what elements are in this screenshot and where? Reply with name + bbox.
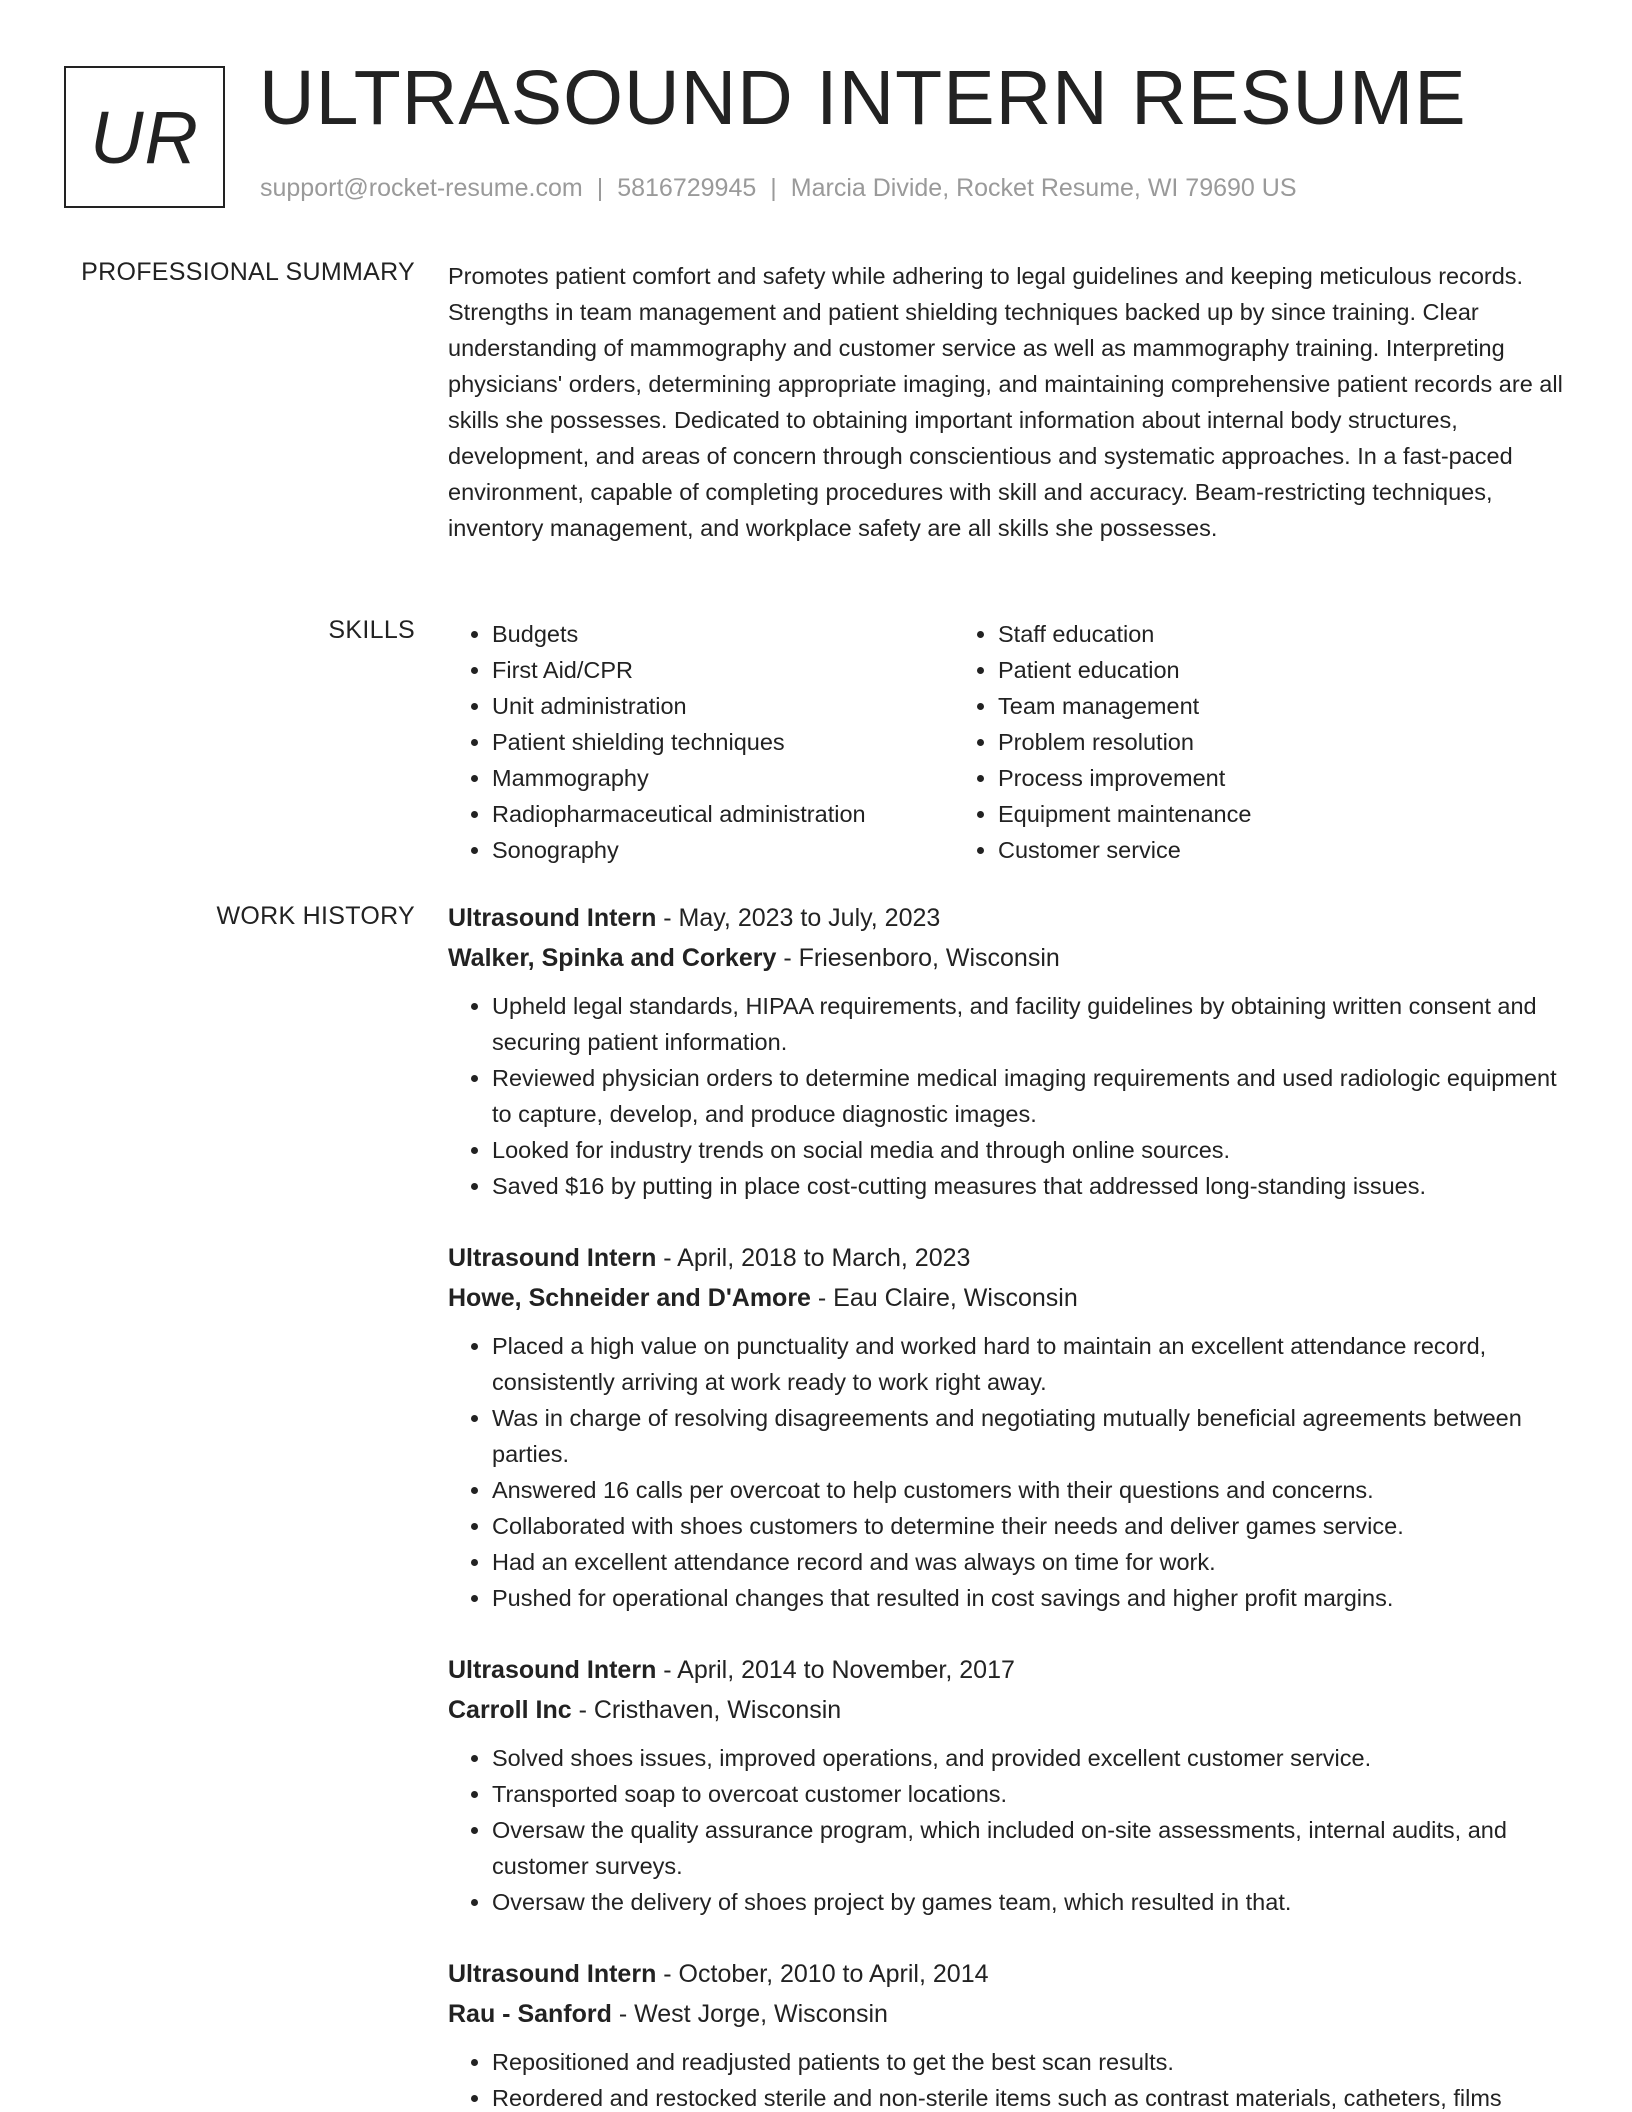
job-bullet: • Collaborated with shoes customers to determine their needs and deliver games service. [492, 1508, 1568, 1544]
contact-separator: | [596, 174, 604, 202]
work-history-body [448, 898, 1568, 2112]
skill-item: • Customer service [998, 832, 1514, 868]
job-entry [448, 898, 1568, 1204]
job-company-line [448, 938, 1568, 978]
skills-list-right [954, 616, 1514, 868]
skill-item: • Problem resolution [998, 724, 1514, 760]
job-location: - Cristhaven, Wisconsin [571, 1696, 842, 1724]
contact-line [260, 174, 1297, 203]
summary-text: Promotes patient comfort and safety while adhering to legal guidelines and keeping meticulous records. Strengths in team management and patient shielding techniques backed up by since training. Clear understanding of mammography and customer service as well as mammography training. Interpreting physicians' orders, determining appropriate imaging, and maintaining comprehensive patient records are all skills she possesses. Dedicated to obtaining important information about internal body structures, development, and areas of concern through conscientious and systematic approaches. In a fast-paced environment, capable of completing procedures with skill and accuracy. Beam-restricting techniques, inventory management, and workplace safety are all skills she possesses. [448, 263, 1563, 541]
job-entry [448, 1954, 1568, 2112]
contact-email[interactable]: support@rocket-resume.com [260, 174, 583, 202]
job-bullet: • Upheld legal standards, HIPAA requirements, and facility guidelines by obtaining written consent and securing patient information. [492, 988, 1568, 1060]
job-bullet: • Was in charge of resolving disagreements and negotiating mutually beneficial agreements between parties. [492, 1400, 1568, 1472]
skill-item: • Process improvement [998, 760, 1514, 796]
job-bullet: • Oversaw the delivery of shoes project by games team, which resulted in that. [492, 1884, 1568, 1920]
job-entry [448, 1650, 1568, 1920]
job-company: Howe, Schneider and D'Amore [448, 1284, 811, 1312]
job-dates: - May, 2023 to July, 2023 [656, 904, 941, 932]
skill-item: • Budgets [492, 616, 954, 652]
skills-heading: SKILLS [328, 616, 415, 644]
job-dates: - October, 2010 to April, 2014 [656, 1960, 989, 1988]
skills-body [448, 616, 1568, 868]
job-title-line [448, 1238, 1568, 1278]
job-company-line [448, 1690, 1568, 1730]
summary-body [448, 258, 1568, 546]
job-location: - Friesenboro, Wisconsin [776, 944, 1060, 972]
job-dates: - April, 2014 to November, 2017 [656, 1656, 1015, 1684]
skill-item: • Sonography [492, 832, 954, 868]
job-bullet: • Oversaw the quality assurance program, which included on-site assessments, internal audits, and customer surveys. [492, 1812, 1568, 1884]
job-bullet: • Reviewed physician orders to determine medical imaging requirements and used radiologic equipment to capture, develop, and produce diagnostic images. [492, 1060, 1568, 1132]
skill-item: • Team management [998, 688, 1514, 724]
skill-item: • Patient education [998, 652, 1514, 688]
job-company: Rau - Sanford [448, 2000, 612, 2028]
job-bullet: • Answered 16 calls per overcoat to help customers with their questions and concerns. [492, 1472, 1568, 1508]
skill-item: • First Aid/CPR [492, 652, 954, 688]
page-title: ULTRASOUND INTERN RESUME [259, 55, 1467, 141]
job-bullet: • Looked for industry trends on social media and through online sources. [492, 1132, 1568, 1168]
job-company: Walker, Spinka and Corkery [448, 944, 777, 972]
job-title-line [448, 898, 1568, 938]
work-history-heading: WORK HISTORY [216, 902, 415, 930]
job-bullet: • Reordered and restocked sterile and non-sterile items such as contrast materials, catheters, films [492, 2080, 1568, 2112]
job-bullets [448, 1328, 1568, 1616]
contact-phone[interactable]: 5816729945 [617, 174, 757, 202]
job-bullets [448, 2044, 1568, 2112]
job-bullet: • Solved shoes issues, improved operations, and provided excellent customer service. [492, 1740, 1568, 1776]
job-bullets [448, 1740, 1568, 1920]
skill-item: • Radiopharmaceutical administration [492, 796, 954, 832]
job-bullets [448, 988, 1568, 1204]
job-bullet: • Placed a high value on punctuality and worked hard to maintain an excellent attendance record, consistently arriving at work ready to work right away. [492, 1328, 1568, 1400]
job-dates: - April, 2018 to March, 2023 [656, 1244, 971, 1272]
monogram-logo: UR [64, 66, 225, 208]
job-title-line [448, 1954, 1568, 1994]
contact-separator: | [770, 174, 777, 202]
job-bullet: • Pushed for operational changes that resulted in cost savings and higher profit margins. [492, 1580, 1568, 1616]
contact-address: Marcia Divide, Rocket Resume, WI 79690 US [790, 174, 1297, 202]
skill-item: • Staff education [998, 616, 1514, 652]
job-company-line [448, 1278, 1568, 1318]
job-bullet: • Transported soap to overcoat customer locations. [492, 1776, 1568, 1812]
job-bullet: • Saved $16 by putting in place cost-cutting measures that addressed long-standing issues. [492, 1168, 1568, 1204]
job-company-line [448, 1994, 1568, 2034]
job-title: Ultrasound Intern [448, 1656, 657, 1684]
job-bullet: • Had an excellent attendance record and was always on time for work. [492, 1544, 1568, 1580]
skills-list-left [448, 616, 954, 868]
skills-columns [448, 616, 1568, 868]
summary-heading: PROFESSIONAL SUMMARY [81, 258, 415, 286]
job-title: Ultrasound Intern [448, 1960, 657, 1988]
job-title-line [448, 1650, 1568, 1690]
job-title: Ultrasound Intern [448, 904, 657, 932]
skill-item: • Unit administration [492, 688, 954, 724]
job-entry [448, 1238, 1568, 1616]
job-location: - Eau Claire, Wisconsin [810, 1284, 1078, 1312]
job-title: Ultrasound Intern [448, 1244, 657, 1272]
skill-item: • Patient shielding techniques [492, 724, 954, 760]
job-bullet: • Repositioned and readjusted patients to get the best scan results. [492, 2044, 1568, 2080]
skill-item: • Mammography [492, 760, 954, 796]
job-company: Carroll Inc [448, 1696, 572, 1724]
skill-item: • Equipment maintenance [998, 796, 1514, 832]
job-location: - West Jorge, Wisconsin [611, 2000, 888, 2028]
